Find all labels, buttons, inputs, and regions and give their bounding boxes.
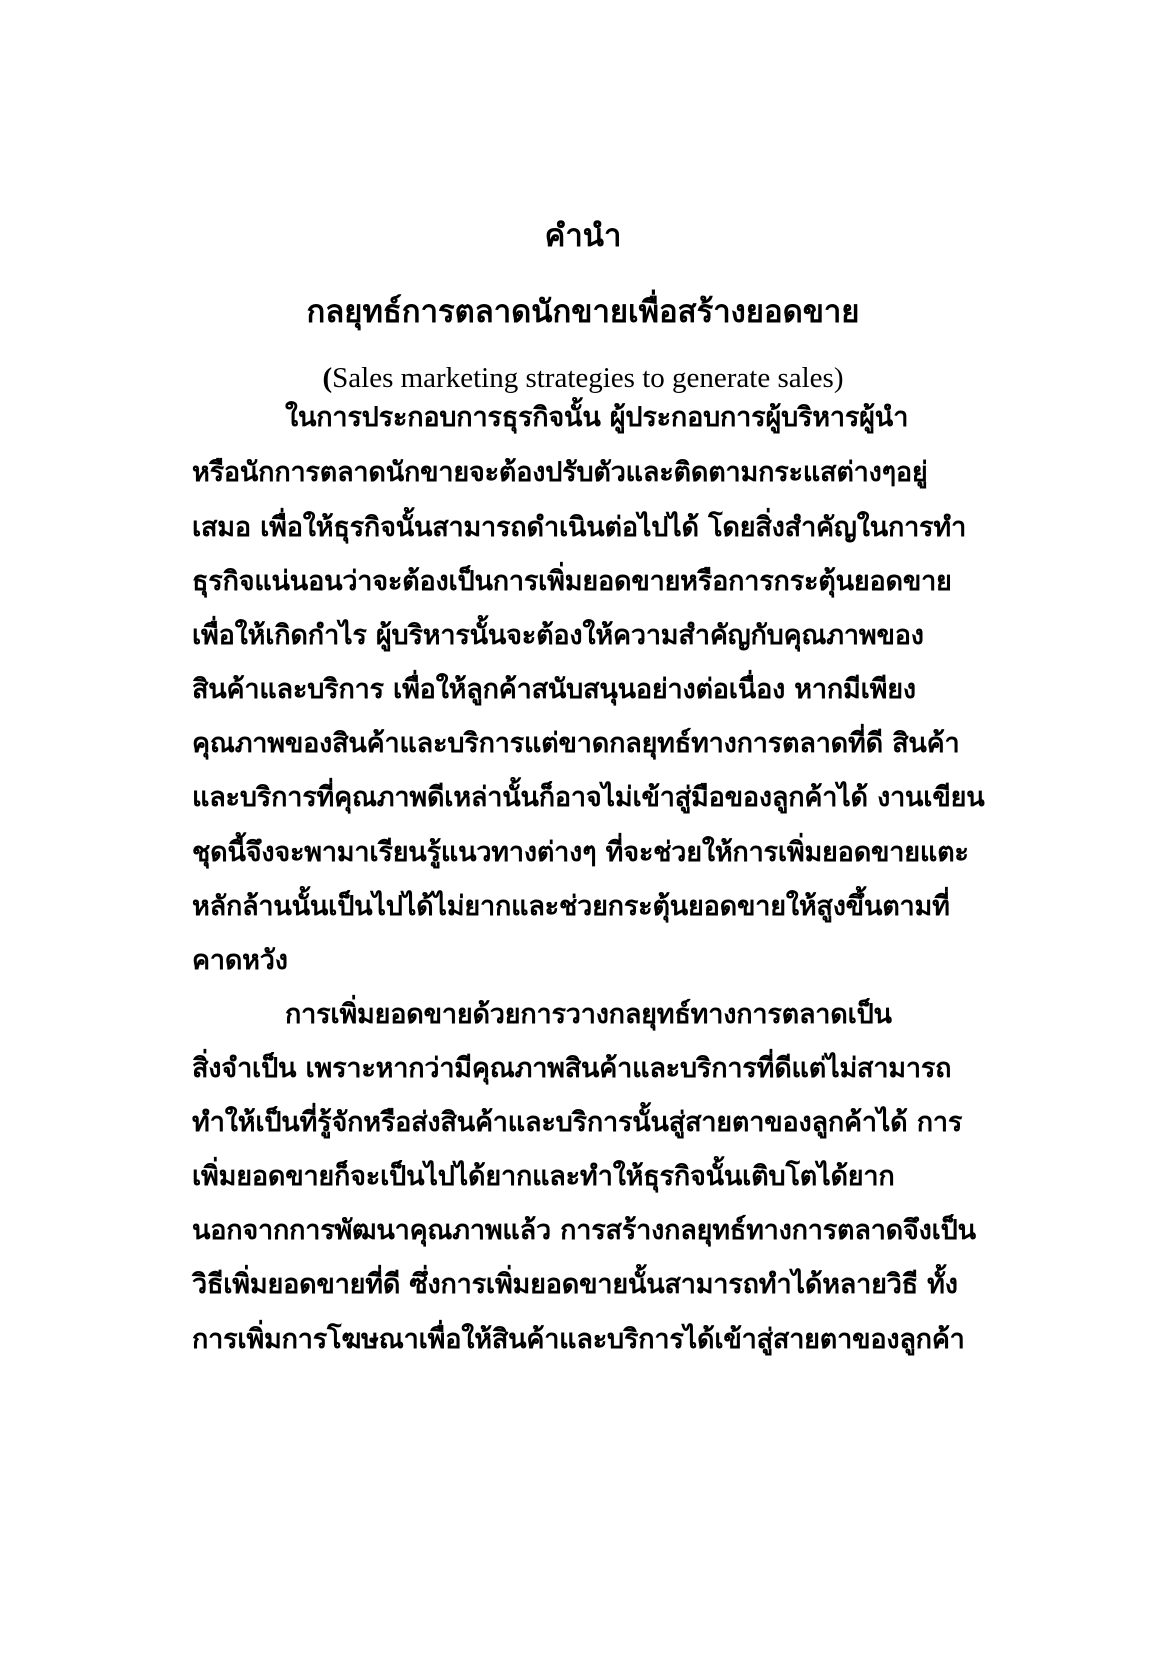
english-title-paren: ( [322, 362, 333, 394]
paragraph-line: ทำให้เป็นที่รู้จักหรือส่งสินค้าและบริการนั้นสู่สายตาของลูกค้าได้ การ [192, 1107, 963, 1138]
paragraph-line: หรือนักการตลาดนักขายจะต้องปรับตัวและติดตามกระแสต่างๆอยู่ [192, 457, 928, 488]
document-subtitle: กลยุทธ์การตลาดนักขายเพื่อสร้างยอดขาย [306, 294, 860, 330]
paragraph-line: วิธีเพิ่มยอดขายที่ดี ซึ่งการเพิ่มยอดขายนั้นสามารถทำได้หลายวิธี ทั้ง [192, 1269, 958, 1300]
paragraph-line: นอกจากการพัฒนาคุณภาพแล้ว การสร้างกลยุทธ์ทางการตลาดจึงเป็น [192, 1215, 976, 1246]
paragraph-line: และบริการที่คุณภาพดีเหล่านั้นก็อาจไม่เข้าสู่มือของลูกค้าได้ งานเขียน [192, 782, 985, 813]
page-title: คำนำ [544, 218, 622, 254]
paragraph-line: เพิ่มยอดขายก็จะเป็นไปได้ยากและทำให้ธุรกิจนั้นเติบโตได้ยาก [192, 1161, 895, 1192]
paragraph-line: ในการประกอบการธุรกิจนั้น ผู้ประกอบการผู้บริหารผู้นำ [285, 402, 909, 433]
paragraph-line: สิ่งจำเป็น เพราะหากว่ามีคุณภาพสินค้าและบริการที่ดีแต่ไม่สามารถ [192, 1053, 952, 1084]
paragraph-line: เสมอ เพื่อให้ธุรกิจนั้นสามารถดำเนินต่อไปได้ โดยสิ่งสำคัญในการทำ [192, 512, 967, 543]
paragraph-line: การเพิ่มยอดขายด้วยการวางกลยุทธ์ทางการตลาดเป็น [285, 999, 892, 1030]
paragraph-line: คาดหวัง [192, 945, 288, 976]
english-title-text: Sales marketing strategies to generate sales) [332, 362, 844, 394]
paragraph-line: หลักล้านนั้นเป็นไปได้ไม่ยากและช่วยกระตุ้นยอดขายให้สูงขึ้นตามที่ [192, 891, 950, 922]
paragraph-line: ธุรกิจแน่นอนว่าจะต้องเป็นการเพิ่มยอดขายหรือการกระตุ้นยอดขาย [192, 566, 952, 597]
paragraph-line: การเพิ่มการโฆษณาเพื่อให้สินค้าและบริการได้เข้าสู่สายตาของลูกค้า [192, 1324, 965, 1355]
english-title [0, 354, 1166, 402]
paragraph-line: สินค้าและบริการ เพื่อให้ลูกค้าสนับสนุนอย่างต่อเนื่อง หากมีเพียง [192, 674, 916, 705]
paragraph-line: ชุดนี้จึงจะพามาเรียนรู้แนวทางต่างๆ ที่จะช่วยให้การเพิ่มยอดขายแตะ [192, 837, 969, 868]
paragraph-line: คุณภาพของสินค้าและบริการแต่ขาดกลยุทธ์ทางการตลาดที่ดี สินค้า [192, 728, 960, 759]
paragraph-line: เพื่อให้เกิดกำไร ผู้บริหารนั้นจะต้องให้ความสำคัญกับคุณภาพของ [192, 620, 924, 651]
